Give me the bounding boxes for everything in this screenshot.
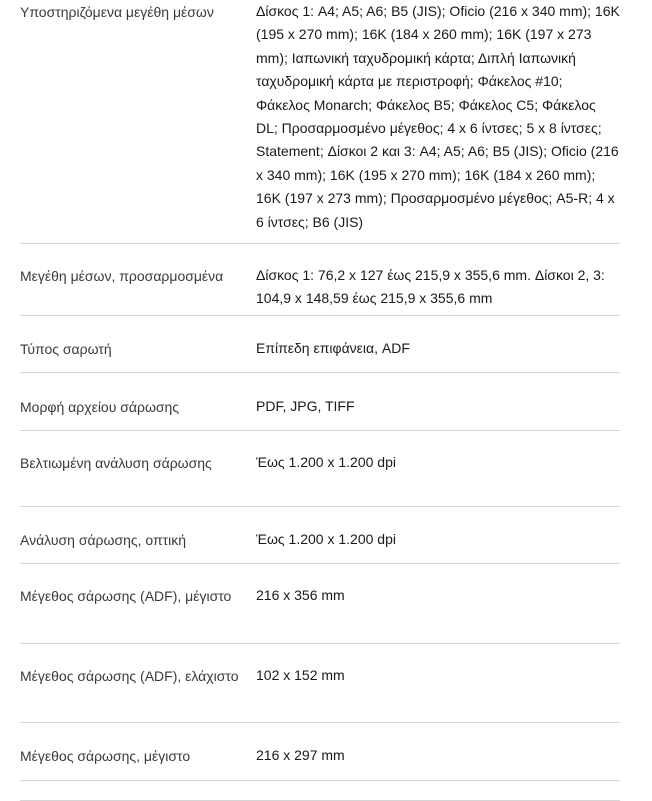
spec-row-next-partial <box>20 781 620 801</box>
spec-label: Μέγεθος σάρωσης, μέγιστο <box>20 748 191 764</box>
spec-label: Μορφή αρχείου σάρωσης <box>20 399 180 415</box>
spec-value: PDF, JPG, TIFF <box>256 398 355 414</box>
spec-value: Δίσκος 1: A4; A5; A6; B5 (JIS); Oficio (216 x 340 mm); 16K (195 x 270 mm); 16K (184 x 260 mm); 16K (197 x 273 mm); Ιαπωνική ταχυδρομική κάρτα; Διπλή Ιαπωνική ταχυδρομική κάρτα με περιστροφή; Φάκελος #10; Φάκελος Monarch; Φάκελος B5; Φάκελος C5; Φάκελος DL; Προσαρμοσμένο μέγεθος; 4 x 6 ίντσες; 5 x 8 ίντσες; Statement; Δίσκοι 2 και 3: A4; A5; A6; B5 (JIS); Oficio (216 x 340 mm); 16K (195 x 270 mm); 16K (184 x 260 mm); 16K (197 x 273 mm); Προσαρμοσμένο μέγεθος; A5-R; 4 x 6 ίντσες; B6 (JIS) <box>256 3 620 230</box>
spec-label: Ανάλυση σάρωσης, οπτική <box>20 532 187 548</box>
spec-value: 102 x 152 mm <box>256 667 345 683</box>
spec-label: Τύπος σαρωτή <box>20 341 112 357</box>
spec-label: Υποστηριζόμενα μεγέθη μέσων <box>20 4 214 20</box>
spec-value: 216 x 297 mm <box>256 747 345 763</box>
spec-value: Επίπεδη επιφάνεια, ADF <box>256 340 410 356</box>
spec-value: Έως 1.200 x 1.200 dpi <box>256 454 396 470</box>
spec-row-custom-media-sizes <box>20 244 620 316</box>
spec-row-scanner-type <box>20 316 620 373</box>
spec-value: Έως 1.200 x 1.200 dpi <box>256 531 396 547</box>
specifications-table <box>20 0 620 801</box>
spec-row-adf-scan-size-min <box>20 644 620 723</box>
spec-row-optical-scan-resolution <box>20 507 620 564</box>
spec-label: Μέγεθος σάρωσης (ADF), ελάχιστο <box>20 668 239 684</box>
spec-row-scan-file-format <box>20 373 620 431</box>
spec-row-enhanced-scan-resolution <box>20 431 620 507</box>
spec-row-scan-size-max <box>20 723 620 781</box>
spec-row-supported-media-sizes <box>20 0 620 244</box>
spec-row-adf-scan-size-max <box>20 564 620 644</box>
spec-label: Μεγέθη μέσων, προσαρμοσμένα <box>20 268 224 284</box>
spec-label: Βελτιωμένη ανάλυση σάρωσης <box>20 455 212 471</box>
spec-value: 216 x 356 mm <box>256 587 345 603</box>
spec-value: Δίσκος 1: 76,2 x 127 έως 215,9 x 355,6 mm. Δίσκοι 2, 3: 104,9 x 148,59 έως 215,9 x 355,6 mm <box>256 267 605 307</box>
spec-label: Μέγεθος σάρωσης (ADF), μέγιστο <box>20 588 232 604</box>
